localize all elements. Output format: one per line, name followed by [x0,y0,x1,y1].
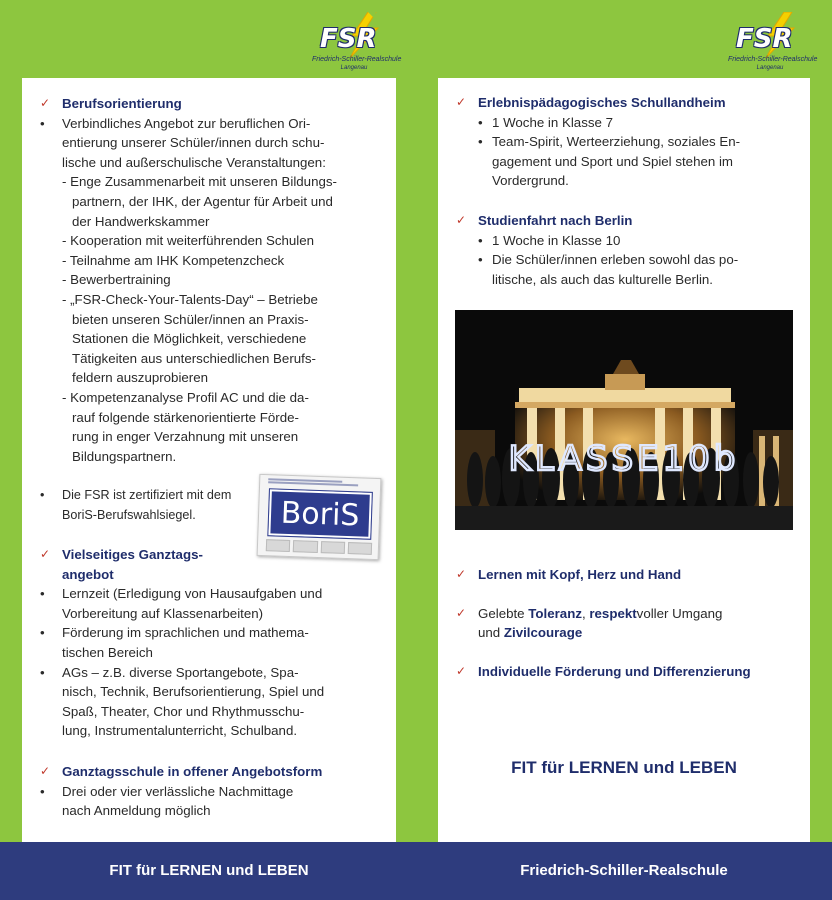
section-boris [40,486,270,525]
list-item [62,172,380,231]
bullet-icon: • [40,625,45,641]
text-line: entierung unserer Schüler/innen durch schu- [62,135,325,151]
text-line: Die Schüler/innen erleben sowohl das po- [492,252,739,268]
text-line: Vorbereitung auf Klassenarbeiten) [62,605,264,621]
text-line: Die FSR ist zertifiziert mit dem [62,488,232,502]
point-text: und Zivilcourage [478,625,583,641]
list-item [40,584,380,623]
point-text: Gelebte Toleranz, respektvoller Umgang [478,605,723,621]
text-line: lung, Instrumentalunterricht, Schulband. [62,723,298,739]
boris-badge [268,489,372,539]
check-icon: ✓ [456,213,467,227]
text-line: lische und außerschulische Veranstaltungen: [62,154,326,170]
section-schullandheim [456,93,796,191]
point-text: Individuelle Förderung und Differenzierung [478,663,751,679]
logo-school-name: Friedrich-Schiller-Realschule [312,56,402,63]
text-line: - Teilnahme am IHK Kompetenzcheck [62,252,285,268]
bullet-icon: • [40,783,45,799]
point-text: Lernen mit Kopf, Herz und Hand [478,567,682,582]
text-line: BoriS-Berufswahlsiegel. [62,507,196,522]
list-item [62,388,380,466]
text-line: nisch, Technik, Berufsorientierung, Spiel und [62,684,325,700]
text-line: Tätigkeiten aus unterschiedlichen Berufs- [72,350,316,366]
badge-label: BoriS [280,495,361,534]
berlin-photo [455,310,793,530]
text-line: AGs – z.B. diverse Sportangebote, Spa- [62,664,299,680]
text-line: - „FSR-Check-Your-Talents-Day“ – Betriebe [62,291,318,307]
section-heading: angebot [62,566,114,582]
list-item [62,290,380,388]
section-heading: Ganztagsschule in offener Angebotsform [62,764,323,779]
list-item [40,663,380,741]
text-line: feldern auszuprobieren [72,370,209,386]
text-line: Vordergrund. [492,173,569,189]
text-line: Drei oder vier verlässliche Nachmittage [62,783,294,799]
bullet-icon: • [40,488,45,502]
check-icon: ✓ [456,663,467,678]
check-icon: ✓ [456,95,467,109]
text-line: nach Anmeldung möglich [62,803,211,819]
text-line: - Kompetenzanalyse Profil AC und die da- [62,389,309,405]
text-line: rung in enger Verzahnung mit unseren [72,429,299,445]
logo-city: Langenau [340,65,368,71]
text-line: Förderung im sprachlichen und mathema- [62,625,309,641]
bullet-icon: • [40,115,45,131]
text-line: litische, als auch das kulturelle Berlin. [492,271,713,287]
certificate-header [268,478,374,490]
text-line: Spaß, Theater, Chor und Rhythmusschu- [62,703,305,719]
text-line: Bildungspartnern. [72,448,177,464]
section-heading: Studienfahrt nach Berlin [478,213,633,228]
section-heading: Vielseitiges Ganztags- [62,547,203,562]
list-item [456,250,796,289]
section-berufsorientierung [40,94,380,466]
text-line: Lernzeit (Erledigung von Hausaufgaben und [62,586,323,602]
check-icon: ✓ [456,605,467,620]
list-item [456,113,796,133]
check-icon: ✓ [40,547,51,561]
text-line: tischen Bereich [62,644,153,660]
school-logo [728,12,818,76]
text-line: gagement und Sport und Spiel stehen im [492,153,733,169]
text-line: der Handwerkskammer [72,213,210,229]
text-line: - Bewerbertraining [62,272,171,288]
section-heading: Berufsorientierung [62,96,182,111]
text-line: rauf folgende stärkenorientierte Förde- [72,409,299,425]
logo-city: Langenau [756,65,784,71]
light-painting-text: KLASSE10b [508,439,740,479]
list-item [456,604,796,643]
text-line: partnern, der IHK, der Agentur für Arbeit und [72,193,333,209]
text-line: Team-Spirit, Werteerziehung, soziales En- [492,134,741,150]
check-icon: ✓ [40,96,51,110]
check-icon: ✓ [40,764,51,778]
section-points [456,565,796,681]
bullet-icon: • [478,252,483,268]
bullet-icon: • [478,134,483,150]
list-item [456,231,796,251]
bullet-icon: • [478,232,483,248]
text-line: bieten unseren Schüler/innen an Praxis- [72,311,309,327]
text-line: Verbindliches Angebot zur beruflichen Ori- [62,115,311,131]
check-icon: ✓ [456,567,467,581]
footer-bar [0,842,832,900]
list-item [456,565,796,585]
bullet-icon: • [478,114,483,130]
text-line: - Enge Zusammenarbeit mit unseren Bildungs- [62,174,337,190]
section-studienfahrt-berlin [456,211,796,289]
logo-mark: FSR [736,24,793,54]
bullet-icon: • [40,586,45,602]
school-logo [312,12,402,76]
list-item [62,270,380,290]
footer-left-text: FIT für LERNEN und LEBEN [109,862,309,879]
footer-right-text: Friedrich-Schiller-Realschule [520,862,728,879]
text-line: 1 Woche in Klasse 7 [492,114,613,130]
logo-mark: FSR [320,24,377,54]
list-item [62,231,380,251]
section-offene-ganztagsschule [40,762,380,821]
section-heading: Erlebnispädagogisches Schullandheim [478,95,726,110]
brandenburg-gate-photo [455,310,793,530]
list-item [40,623,380,662]
list-item [456,132,796,191]
text-line: - Kooperation mit weiterführenden Schulen [62,233,315,249]
list-item [62,251,380,271]
list-item [456,662,796,682]
section-ganztag [40,545,380,741]
text-line: 1 Woche in Klasse 10 [492,232,621,248]
motto: FIT für LERNEN und LEBEN [511,758,737,777]
logo-school-name: Friedrich-Schiller-Realschule [728,56,818,63]
left-panel [22,78,396,842]
text-line: Stationen die Möglichkeit, verschiedene [72,331,307,347]
list-item [40,782,380,821]
bullet-icon: • [40,664,45,680]
